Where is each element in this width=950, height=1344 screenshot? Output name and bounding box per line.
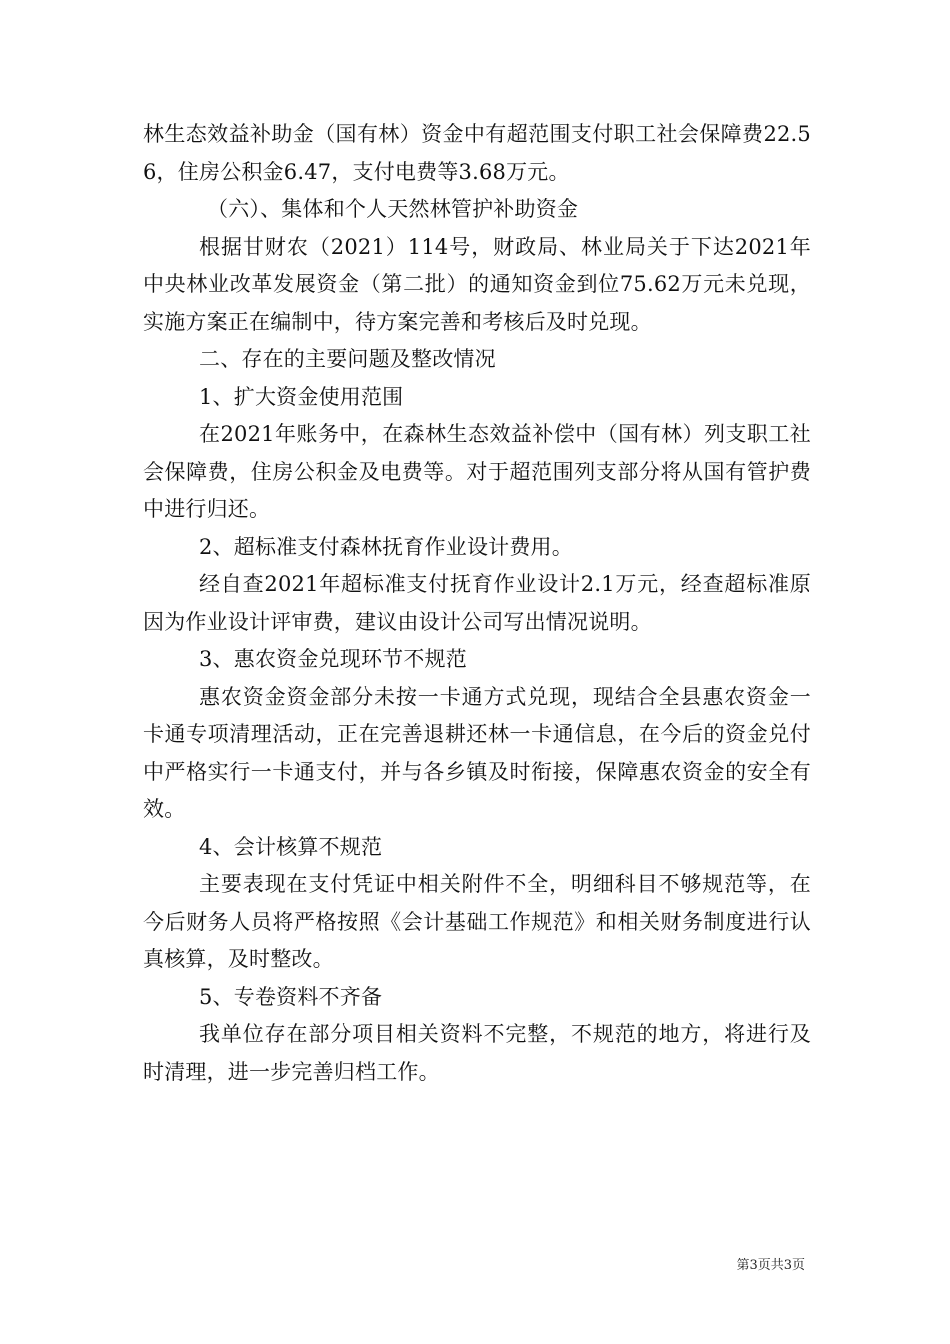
document-body	[143, 116, 811, 1091]
section-heading-six: （六）、集体和个人天然林管护补助资金	[207, 197, 579, 221]
paragraph-continuation: 林生态效益补助金（国有林）资金中有超范围支付职工社会保障费22.56，住房公积金6.47，支付电费等3.68万元。	[143, 122, 811, 184]
paragraph-item-5: 我单位存在部分项目相关资料不完整，不规范的地方，将进行及时清理，进一步完善归档工作。	[143, 1022, 811, 1084]
item-heading-3: 3、惠农资金兑现环节不规范	[199, 647, 467, 671]
paragraph-item-3: 惠农资金资金部分未按一卡通方式兑现，现结合全县惠农资金一卡通专项清理活动，正在完善退耕还林一卡通信息，在今后的资金兑付中严格实行一卡通支付，并与各乡镇及时衔接，保障惠农资金的安全有效。	[143, 684, 811, 821]
paragraph-natural-forest-funds: 根据甘财农（2021）114号，财政局、林业局关于下达2021年中央林业改革发展资金（第二批）的通知资金到位75.62万元未兑现，实施方案正在编制中，待方案完善和考核后及时兑现。	[143, 234, 811, 334]
paragraph-item-1: 在2021年账务中，在森林生态效益补偿中（国有林）列支职工社会保障费，住房公积金及电费等。对于超范围列支部分将从国有管护费中进行归还。	[143, 422, 811, 521]
section-heading-problems: 二、存在的主要问题及整改情况	[199, 347, 496, 371]
page-number-footer: 第3页共3页	[736, 1258, 805, 1273]
item-heading-1: 1、扩大资金使用范围	[199, 384, 404, 409]
item-heading-5: 5、专卷资料不齐备	[199, 984, 383, 1009]
item-heading-2: 2、超标准支付森林抚育作业设计费用。	[199, 534, 573, 559]
paragraph-item-4: 主要表现在支付凭证中相关附件不全，明细科目不够规范等，在今后财务人员将严格按照《会计基础工作规范》和相关财务制度进行认真核算，及时整改。	[143, 872, 811, 971]
paragraph-item-2: 经自查2021年超标准支付抚育作业设计2.1万元，经查超标准原因为作业设计评审费，建议由设计公司写出情况说明。	[143, 572, 811, 634]
item-heading-4: 4、会计核算不规范	[199, 834, 383, 859]
